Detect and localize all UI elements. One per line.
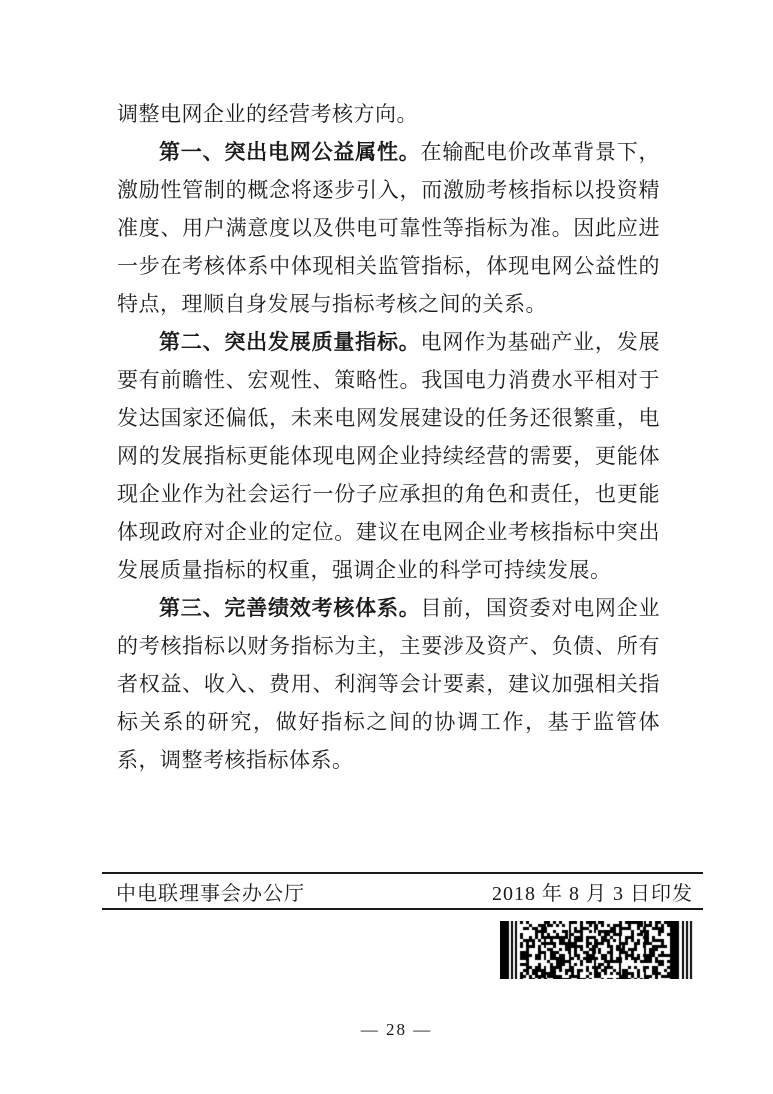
barcode-icon (500, 921, 698, 979)
colophon-issuer: 中电联理事会办公厅 (116, 882, 305, 905)
paragraph-point-3 (117, 589, 660, 779)
document-body (117, 95, 660, 779)
paragraph-point-1 (117, 133, 660, 323)
paragraph-continuation: 调整电网企业的经营考核方向。 (117, 102, 418, 126)
paragraph-point-2-text: 电网作为基础产业，发展要有前瞻性、宏观性、策略性。我国电力消费水平相对于发达国家还偏低，未来电网发展建设的任务还很繁重，电网的发展指标更能体现电网企业持续经营的需要，更能体现企业作为社会运行一份子应承担的角色和责任，也更能体现政府对企业的定位。建议在电网企业考核指标中突出发展质量指标的权重，强调企业的科学可持续发展。 (117, 330, 661, 582)
paragraph-point-3-heading: 第三、完善绩效考核体系。 (159, 596, 421, 620)
colophon-print-date: 2018 年 8 月 3 日印发 (492, 882, 693, 905)
paragraph-point-1-heading: 第一、突出电网公益属性。 (159, 140, 421, 164)
page-number: — 28 — (360, 1020, 433, 1039)
paragraph-point-2 (117, 323, 660, 589)
paragraph-point-3-text: 目前，国资委对电网企业的考核指标以财务指标为主，主要涉及资产、负债、所有者权益、收入、费用、利润等会计要素，建议加强相关指标关系的研究，做好指标之间的协调工作，基于监管体系，调整考核指标体系。 (117, 596, 661, 772)
paragraph-point-1-text: 在输配电价改革背景下，激励性管制的概念将逐步引入，而激励考核指标以投资精准度、用户满意度以及供电可靠性等指标为准。因此应进一步在考核体系中体现相关监管指标，体现电网公益性的特点，理顺自身发展与指标考核之间的关系。 (117, 140, 661, 316)
paragraph-point-2-heading: 第二、突出发展质量指标。 (159, 330, 421, 354)
colophon (102, 872, 703, 910)
